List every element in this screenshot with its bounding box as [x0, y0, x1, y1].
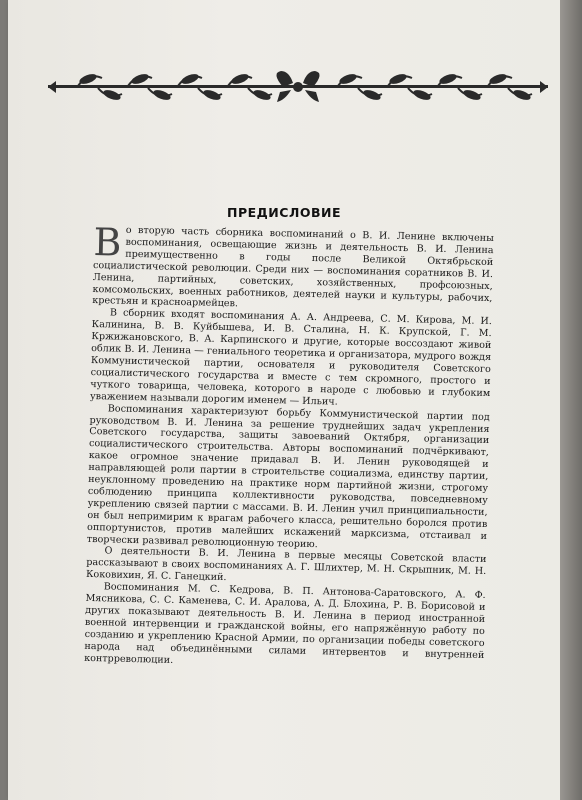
paragraph-2: В сборник входят воспоминания А. А. Андреева, С. М. Кирова, М. И. Калинина, В. В. Куйбышева, И. В. Сталина, Н. К. Крупской, Г. М. Кржижановского, В. А. Карпинского и другие, которые воссоздают живой облик В. И. Ленина — гениального теоретика и организатора, мудрого вождя Коммунистической партии, основателя и руководителя Советского социалистического государства и вместе с тем скромного, простого и чуткого товарища, человека, которого в народе с любовью и глубоким уважением называли дорогим именем — Ильич. — [89, 307, 493, 408]
drop-cap: В — [93, 220, 123, 265]
page-edge-shadow — [560, 0, 582, 800]
paragraph-1-text: о вторую часть сборника воспоминаний о В. И. Ленине включены воспоминания, освещающие жизнь и деятельность В. И. Ленина преимущественно в годы после Великой Октябрьской социалистической революции. Среди них — воспоминания соратников В. И. Ленина, партийных, советских, хозяйственных, профсоюзных, комсомольских, военных работников, деятелей науки и культуры, рабочих, крестьян и красноармейцев. — [92, 224, 494, 310]
paragraph-5: Воспоминания М. С. Кедрова, В. П. Антонова-Саратовского, А. Ф. Мясникова, С. С. Каменева, С. И. Аралова, А. Д. Блохина, Р. В. Борисовой и других показывают деятельность В. И. Ленина в период иностранной военной интервенции и гражданской войны, его напряжённую работу по созданию и укреплению Красной Армии, по организации победы советского народа над объединёнными силами интервентов и внутренней контрреволюции. — [84, 581, 486, 666]
laurel-ornament — [48, 70, 548, 104]
paragraph-3: Воспоминания характеризуют борьбу Коммунистической партии под руководством В. И. Ленина за решение труднейших задач укрепления Советского государства, защиты завоеваний Октября, организации социалистического строительства. Авторы воспоминаний подчёркивают, какое огромное значение придавал В. И. Ленин руководящей и направляющей роли партии в строительстве социализма, единству партии, неуклонному проведению на практике норм партийной жизни, строгому соблюдению принципа коллективности руководства, повседневному укреплению связей партии с массами. В. И. Ленин учил принципиальности, он был непримирим к врагам рабочего класса, решительно боролся против оппортунистов, против малейших искажений марксизма, отстаивал и творчески развивал революционную теорию. — [86, 402, 490, 550]
paragraph-4: О деятельности В. И. Ленина в первые месяцы Советской власти рассказывают в своих воспоминаниях А. Г. Шлихтер, М. Н. Скрыпник, М. Н. Коковихин, Я. С. Ганецкий. — [85, 545, 487, 584]
section-heading: ПРЕДИСЛОВИЕ — [227, 205, 341, 220]
preface-text — [84, 220, 494, 673]
paragraph-1 — [92, 220, 494, 316]
book-page — [8, 0, 560, 800]
